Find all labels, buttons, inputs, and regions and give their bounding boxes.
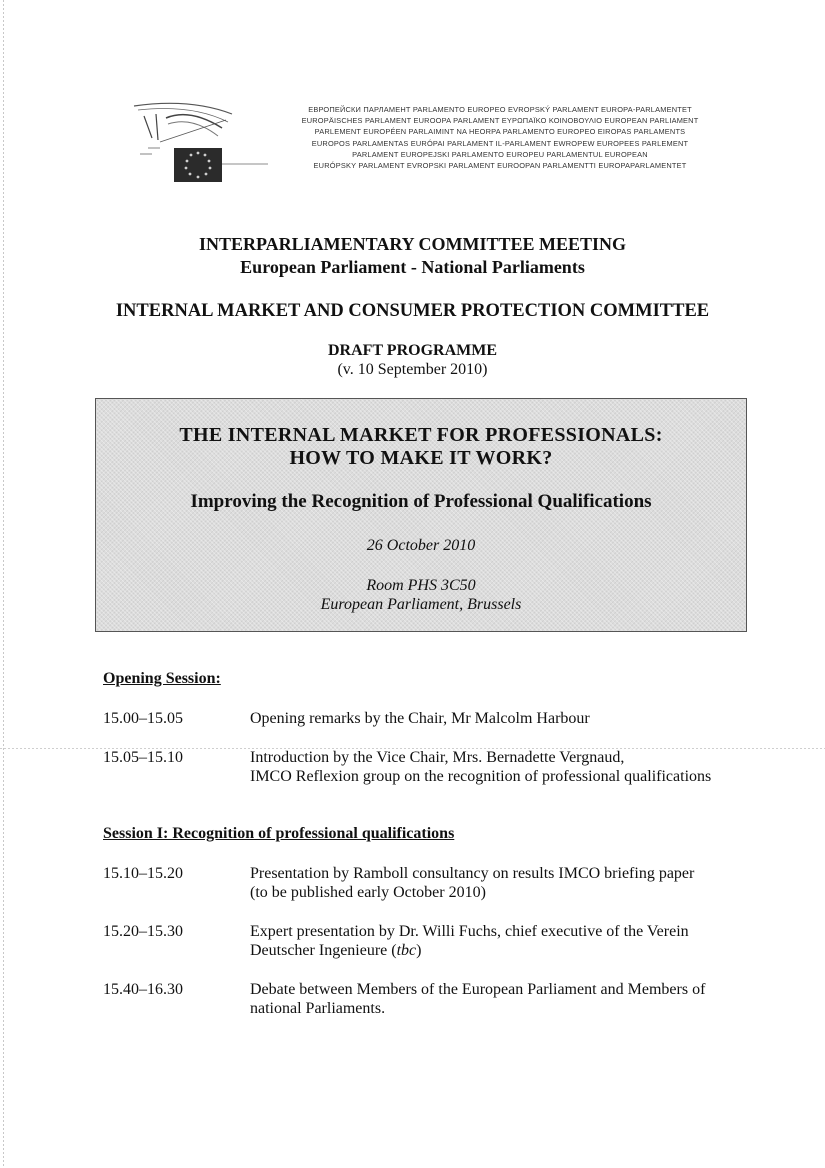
meeting-title: INTERPARLIAMENTARY COMMITTEE MEETING [198,234,627,254]
parliament-names-line: ЕВРОПЕЙСКИ ПАРЛАМЕНТ PARLAMENTO EUROPEO EVROPSKÝ PARLAMENT EUROPA-PARLAMENTET [308,105,692,114]
programme-time: 15.05–15.10 [103,749,183,766]
committee-title: INTERNAL MARKET AND CONSUMER PROTECTION COMMITTEE [115,301,710,321]
description-line: IMCO Reflexion group on the recognition of professional qualifications [250,768,712,785]
description-line: Presentation by Ramboll consultancy on results IMCO briefing paper [250,865,695,882]
event-subtitle: Improving the Recognition of Professional Qualifications [190,491,652,512]
description-line: national Parliaments. [250,1000,386,1017]
event-room: Room PHS 3C50 [366,577,476,594]
programme-description [250,922,750,960]
event-title-line1: THE INTERNAL MARKET FOR PROFESSIONALS: [179,424,663,446]
meeting-subtitle: European Parliament - National Parliaments [240,257,585,277]
parliament-names-line: EUROPÄISCHES PARLAMENT EUROOPA PARLAMENT ΕΥΡΩΠΑΪΚΟ ΚΟΙΝΟΒΟΥΛΙΟ EUROPEAN PARLIAMENT [301,116,699,126]
programme-description [250,748,750,786]
programme-description [250,980,750,1018]
parliament-names-line: PARLEMENT EUROPÉEN PARLAIMINT NA HEORPA PARLAMENTO EUROPEO EIROPAS PARLAMENTS [314,127,686,137]
description-line: Opening remarks by the Chair, Mr Malcolm Harbour [250,710,590,727]
programme-description [250,709,750,728]
description-text: Deutscher Ingenieure ( [250,942,397,959]
programme-time: 15.10–15.20 [103,865,183,882]
scan-edge-line [3,0,4,1168]
programme-description [250,864,750,902]
programme-time: 15.20–15.30 [103,923,183,940]
description-text: ) [416,942,422,959]
programme-time: 15.00–15.05 [103,710,183,727]
parliament-names-line: PARLAMENT EUROPEJSKI PARLAMENTO EUROPEU PARLAMENTUL EUROPEAN [352,149,648,159]
event-location: European Parliament, Brussels [320,596,522,613]
description-line: (to be published early October 2010) [250,884,486,901]
session-one-heading: Session I: Recognition of professional qualifications [103,825,455,842]
european-parliament-logo-icon [130,98,270,188]
description-line [250,941,750,960]
parliament-names-line: EUROPOS PARLAMENTAS EURÓPAI PARLAMENT IL-PARLAMENT EWROPEW EUROPEES PARLEMENT [311,138,689,148]
event-title-line2: HOW TO MAKE IT WORK? [289,447,553,469]
opening-session-heading: Opening Session: [103,670,221,687]
parliament-names-list [250,104,750,171]
event-info-box [95,398,747,632]
description-line: Introduction by the Vice Chair, Mrs. Bernadette Vergnaud, [250,749,625,766]
description-line: Debate between Members of the European Parliament and Members of [250,981,706,998]
tbc-note: tbc [396,942,417,959]
description-line: Expert presentation by Dr. Willi Fuchs, chief executive of the Verein [250,923,689,940]
event-date: 26 October 2010 [366,537,476,554]
programme-time: 15.40–16.30 [103,981,183,998]
draft-programme-label: DRAFT PROGRAMME [327,342,498,359]
parliament-names-line: EURÓPSKY PARLAMENT EVROPSKI PARLAMENT EUROOPAN PARLAMENTTI EUROPAPARLAMENTET [313,161,687,171]
version-date: (v. 10 September 2010) [337,361,488,378]
